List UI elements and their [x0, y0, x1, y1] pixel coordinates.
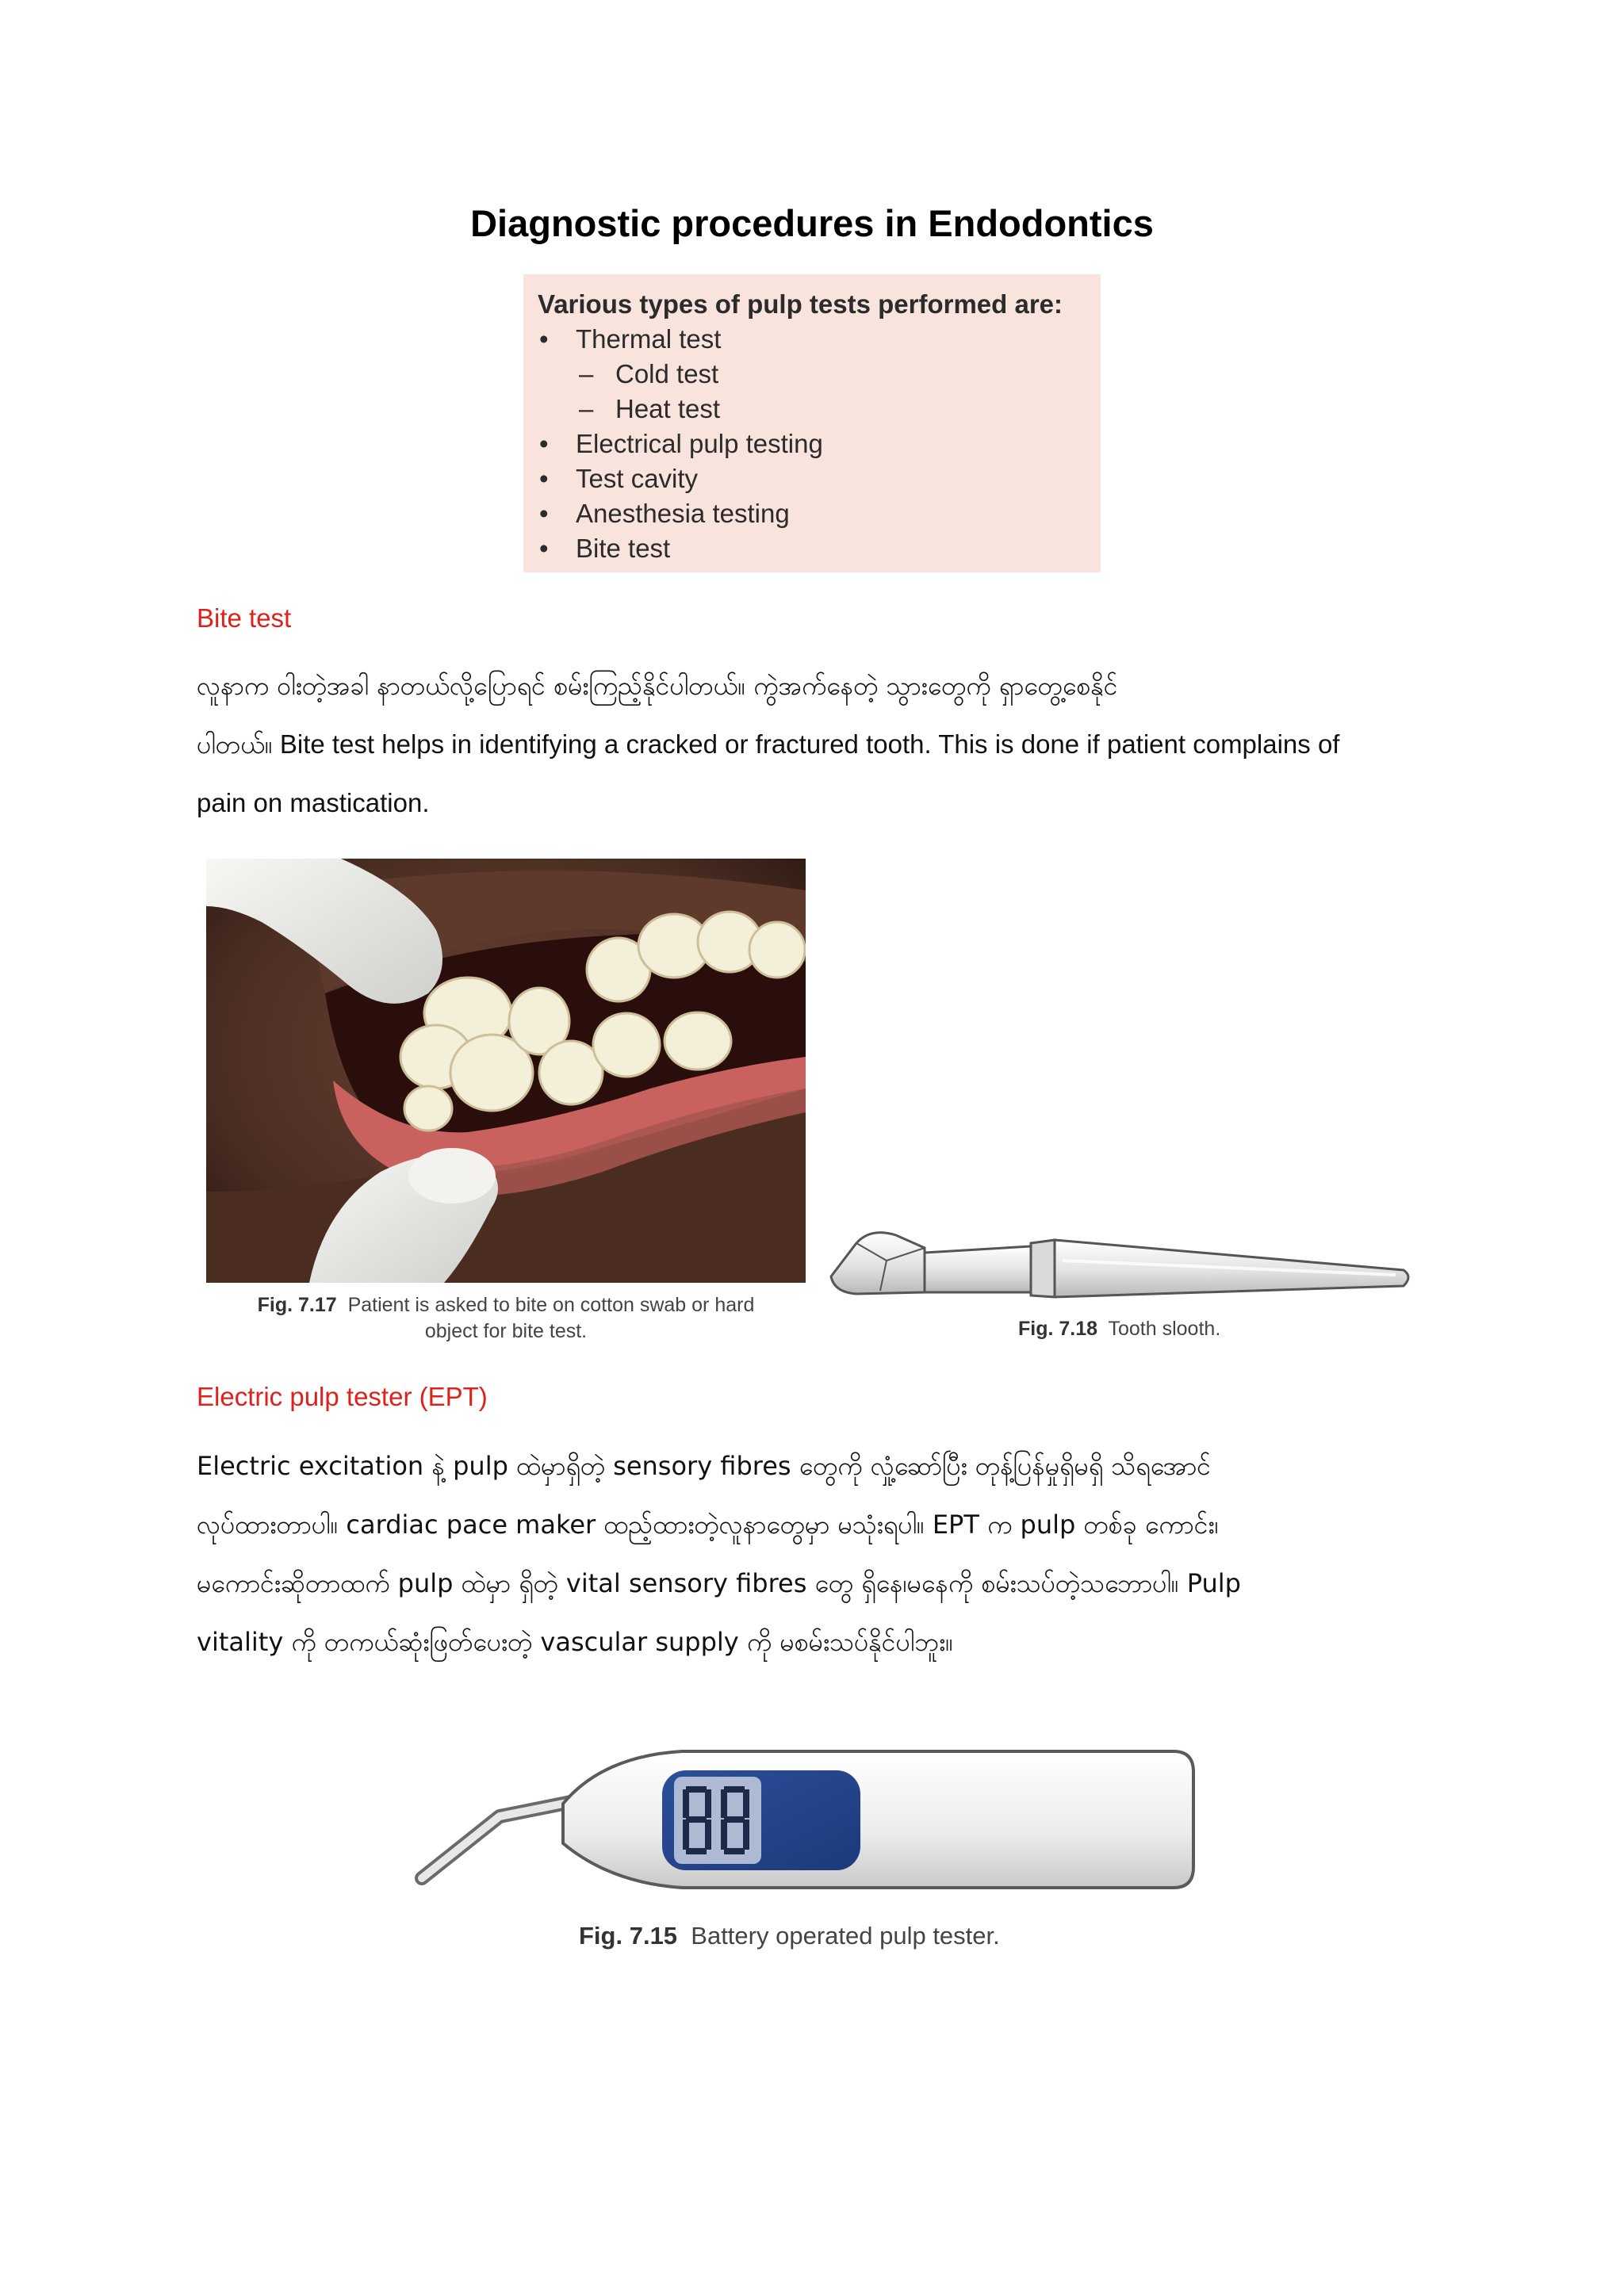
- ept-paragraph: [197, 1437, 1505, 1671]
- tooth-slooth-illustration: [825, 1213, 1419, 1308]
- list-item: – Heat test: [579, 394, 721, 423]
- pulp-tests-heading: Various types of pulp tests performed are:: [538, 289, 1063, 319]
- fig-7-17-caption: [206, 1292, 806, 1345]
- list-item: • Thermal test: [539, 324, 722, 354]
- fig-7-18-caption: Fig. 7.18 Tooth slooth.: [1018, 1318, 1221, 1340]
- list-item: • Anesthesia testing: [539, 499, 790, 528]
- pulp-tests-list: [538, 322, 1101, 566]
- bite-test-photo: [206, 859, 806, 1283]
- list-item: • Bite test: [539, 534, 671, 563]
- ept-line-4: vitality ကို တကယ်ဆုံးဖြတ်ပေးတဲ့ vascular supply ကို မစမ်းသပ်နိုင်ပါဘူး။: [197, 1627, 953, 1657]
- bite-test-paragraph: [197, 656, 1465, 832]
- fig-7-15-caption: Fig. 7.15 Battery operated pulp tester.: [579, 1922, 1000, 1950]
- pulp-tester-illustration: [412, 1740, 1205, 1907]
- page-title: Diagnostic procedures in Endodontics: [470, 202, 1154, 244]
- fig-7-17-line-2: object for bite test.: [424, 1320, 588, 1342]
- bite-line-2: ပါတယ်။ Bite test helps in identifying a cracked or fractured tooth. This is done if patient complains of: [197, 729, 1340, 760]
- list-item: • Electrical pulp testing: [539, 429, 823, 458]
- bite-line-1: လူနာက ဝါးတဲ့အခါ နာတယ်လို့ပြောရင် စမ်းကြည့်နိုင်ပါတယ်။ ကွဲအက်နေတဲ့ သွားတွေကို ရှာတွေ့စေနိုင်: [197, 671, 1118, 701]
- ept-line-1: Electric excitation နဲ့ pulp ထဲမှာရှိတဲ့ sensory fibres တွေကို လှုံ့ဆော်ပြီး တုန့်ပြန်မှုရှိမရှိ သိရအောင်: [197, 1451, 1212, 1481]
- bite-test-heading: Bite test: [197, 603, 292, 633]
- pulp-tests-box: [523, 274, 1101, 572]
- list-item: – Cold test: [579, 359, 719, 388]
- list-item: • Test cavity: [539, 464, 699, 493]
- ept-line-2: လုပ်ထားတာပါ။ cardiac pace maker ထည့်ထားတဲ့လူနာတွေမှာ မသုံးရပါ။ EPT က pulp တစ်ခု ကောင်း၊: [197, 1510, 1219, 1540]
- ept-heading: Electric pulp tester (EPT): [197, 1382, 488, 1411]
- ept-line-3: မကောင်းဆိုတာထက် pulp ထဲမှာ ရှိတဲ့ vital sensory fibres တွေ ရှိနေ၊မနေကို စမ်းသပ်တဲ့သဘောပါ။ Pulp: [197, 1568, 1241, 1598]
- bite-line-3: pain on mastication.: [197, 788, 430, 817]
- fig-7-17-line-1: Fig. 7.17 Patient is asked to bite on cotton swab or hard: [257, 1294, 755, 1316]
